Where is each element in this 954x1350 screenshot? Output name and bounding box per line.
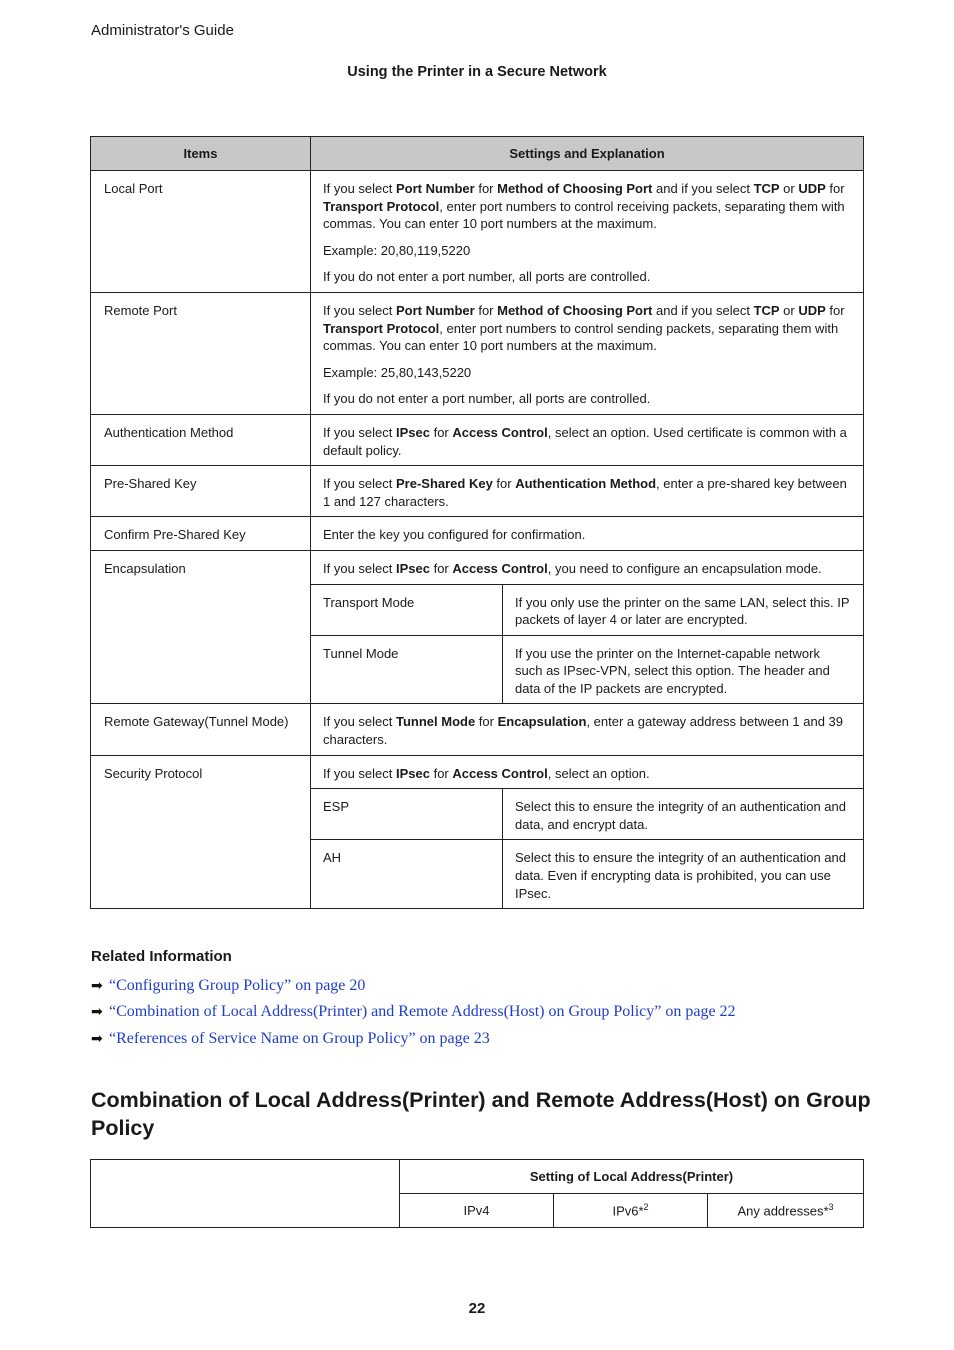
- table-row: [91, 414, 864, 465]
- item-label: Security Protocol: [91, 755, 311, 909]
- option-description: Select this to ensure the integrity of an authentication and data. Even if encrypting data is prohibited, you can use IPsec.: [503, 840, 864, 909]
- column-ipv4: IPv4: [400, 1194, 554, 1228]
- item-label: Authentication Method: [91, 414, 311, 465]
- table-row: [91, 704, 864, 755]
- item-label: Encapsulation: [91, 550, 311, 704]
- item-description: If you select Pre-Shared Key for Authentication Method, enter a pre-shared key between 1 and 127 characters.: [311, 466, 864, 517]
- table-row: [91, 517, 864, 551]
- option-label: AH: [311, 840, 503, 909]
- empty-corner-cell: [91, 1160, 400, 1228]
- item-label: Remote Gateway(Tunnel Mode): [91, 704, 311, 755]
- table-row: [91, 466, 864, 517]
- option-description: If you use the printer on the Internet-capable network such as IPsec-VPN, select this option. The header and data of the IP packets are encrypted.: [503, 635, 864, 704]
- related-link-item: [91, 977, 365, 995]
- item-description: If you select Port Number for Method of Choosing Port and if you select TCP or UDP for Transport Protocol, enter port numbers to control receiving packets, separating them with commas. You can enter 10 port numbers at the maximum. Example: 20,80,119,5220 If you do not enter a port number, all ports are controlled.: [311, 171, 864, 293]
- item-description: Enter the key you configured for confirmation.: [311, 517, 864, 551]
- right-arrow-icon: ➡: [91, 978, 103, 994]
- local-address-header: Setting of Local Address(Printer): [400, 1160, 864, 1194]
- related-link-configuring-group-policy[interactable]: “Configuring Group Policy” on page 20: [109, 977, 366, 994]
- header-items: Items: [91, 137, 311, 171]
- table-row: [91, 292, 864, 414]
- item-description: If you select IPsec for Access Control, select an option.: [311, 755, 864, 789]
- item-label: Local Port: [91, 171, 311, 293]
- item-label: Pre-Shared Key: [91, 466, 311, 517]
- column-any-addresses: Any addresses*$^3$: [708, 1194, 864, 1228]
- option-label: ESP: [311, 789, 503, 840]
- related-link-service-names[interactable]: “References of Service Name on Group Policy” on page 23: [109, 1030, 490, 1047]
- item-label: Confirm Pre-Shared Key: [91, 517, 311, 551]
- option-description: If you only use the printer on the same LAN, select this. IP packets of layer 4 or later are encrypted.: [503, 584, 864, 635]
- table-row: [91, 171, 864, 293]
- table-row: [91, 755, 864, 789]
- right-arrow-icon: ➡: [91, 1031, 103, 1047]
- item-label: Remote Port: [91, 292, 311, 414]
- section-title: Using the Printer in a Secure Network: [347, 64, 607, 80]
- option-label: Tunnel Mode: [311, 635, 503, 704]
- related-link-combination[interactable]: “Combination of Local Address(Printer) and Remote Address(Host) on Group Policy” on page 22: [109, 1003, 736, 1020]
- item-description: If you select Port Number for Method of Choosing Port and if you select TCP or UDP for Transport Protocol, enter port numbers to control sending packets, separating them with commas. You can enter 10 port numbers at the maximum. Example: 25,80,143,5220 If you do not enter a port number, all ports are controlled.: [311, 292, 864, 414]
- item-description: If you select Tunnel Mode for Encapsulation, enter a gateway address between 1 and 39 characters.: [311, 704, 864, 755]
- right-arrow-icon: ➡: [91, 1004, 103, 1020]
- option-label: Transport Mode: [311, 584, 503, 635]
- option-description: Select this to ensure the integrity of an authentication and data, and encrypt data.: [503, 789, 864, 840]
- column-ipv6: IPv6*$^2$: [554, 1194, 708, 1228]
- settings-table: [90, 136, 864, 909]
- related-link-item: [91, 1030, 490, 1048]
- page-number: 22: [468, 1300, 486, 1317]
- related-link-item: [91, 1003, 736, 1021]
- table-row: [91, 550, 864, 584]
- item-description: If you select IPsec for Access Control, select an option. Used certificate is common with a default policy.: [311, 414, 864, 465]
- related-information-heading: Related Information: [91, 948, 232, 965]
- address-combination-table: [90, 1159, 864, 1228]
- header-settings: Settings and Explanation: [311, 137, 864, 171]
- item-description: If you select IPsec for Access Control, you need to configure an encapsulation mode.: [311, 550, 864, 584]
- section-heading: Combination of Local Address(Printer) and Remote Address(Host) on Group Policy: [91, 1088, 871, 1140]
- guide-title: Administrator's Guide: [91, 22, 234, 39]
